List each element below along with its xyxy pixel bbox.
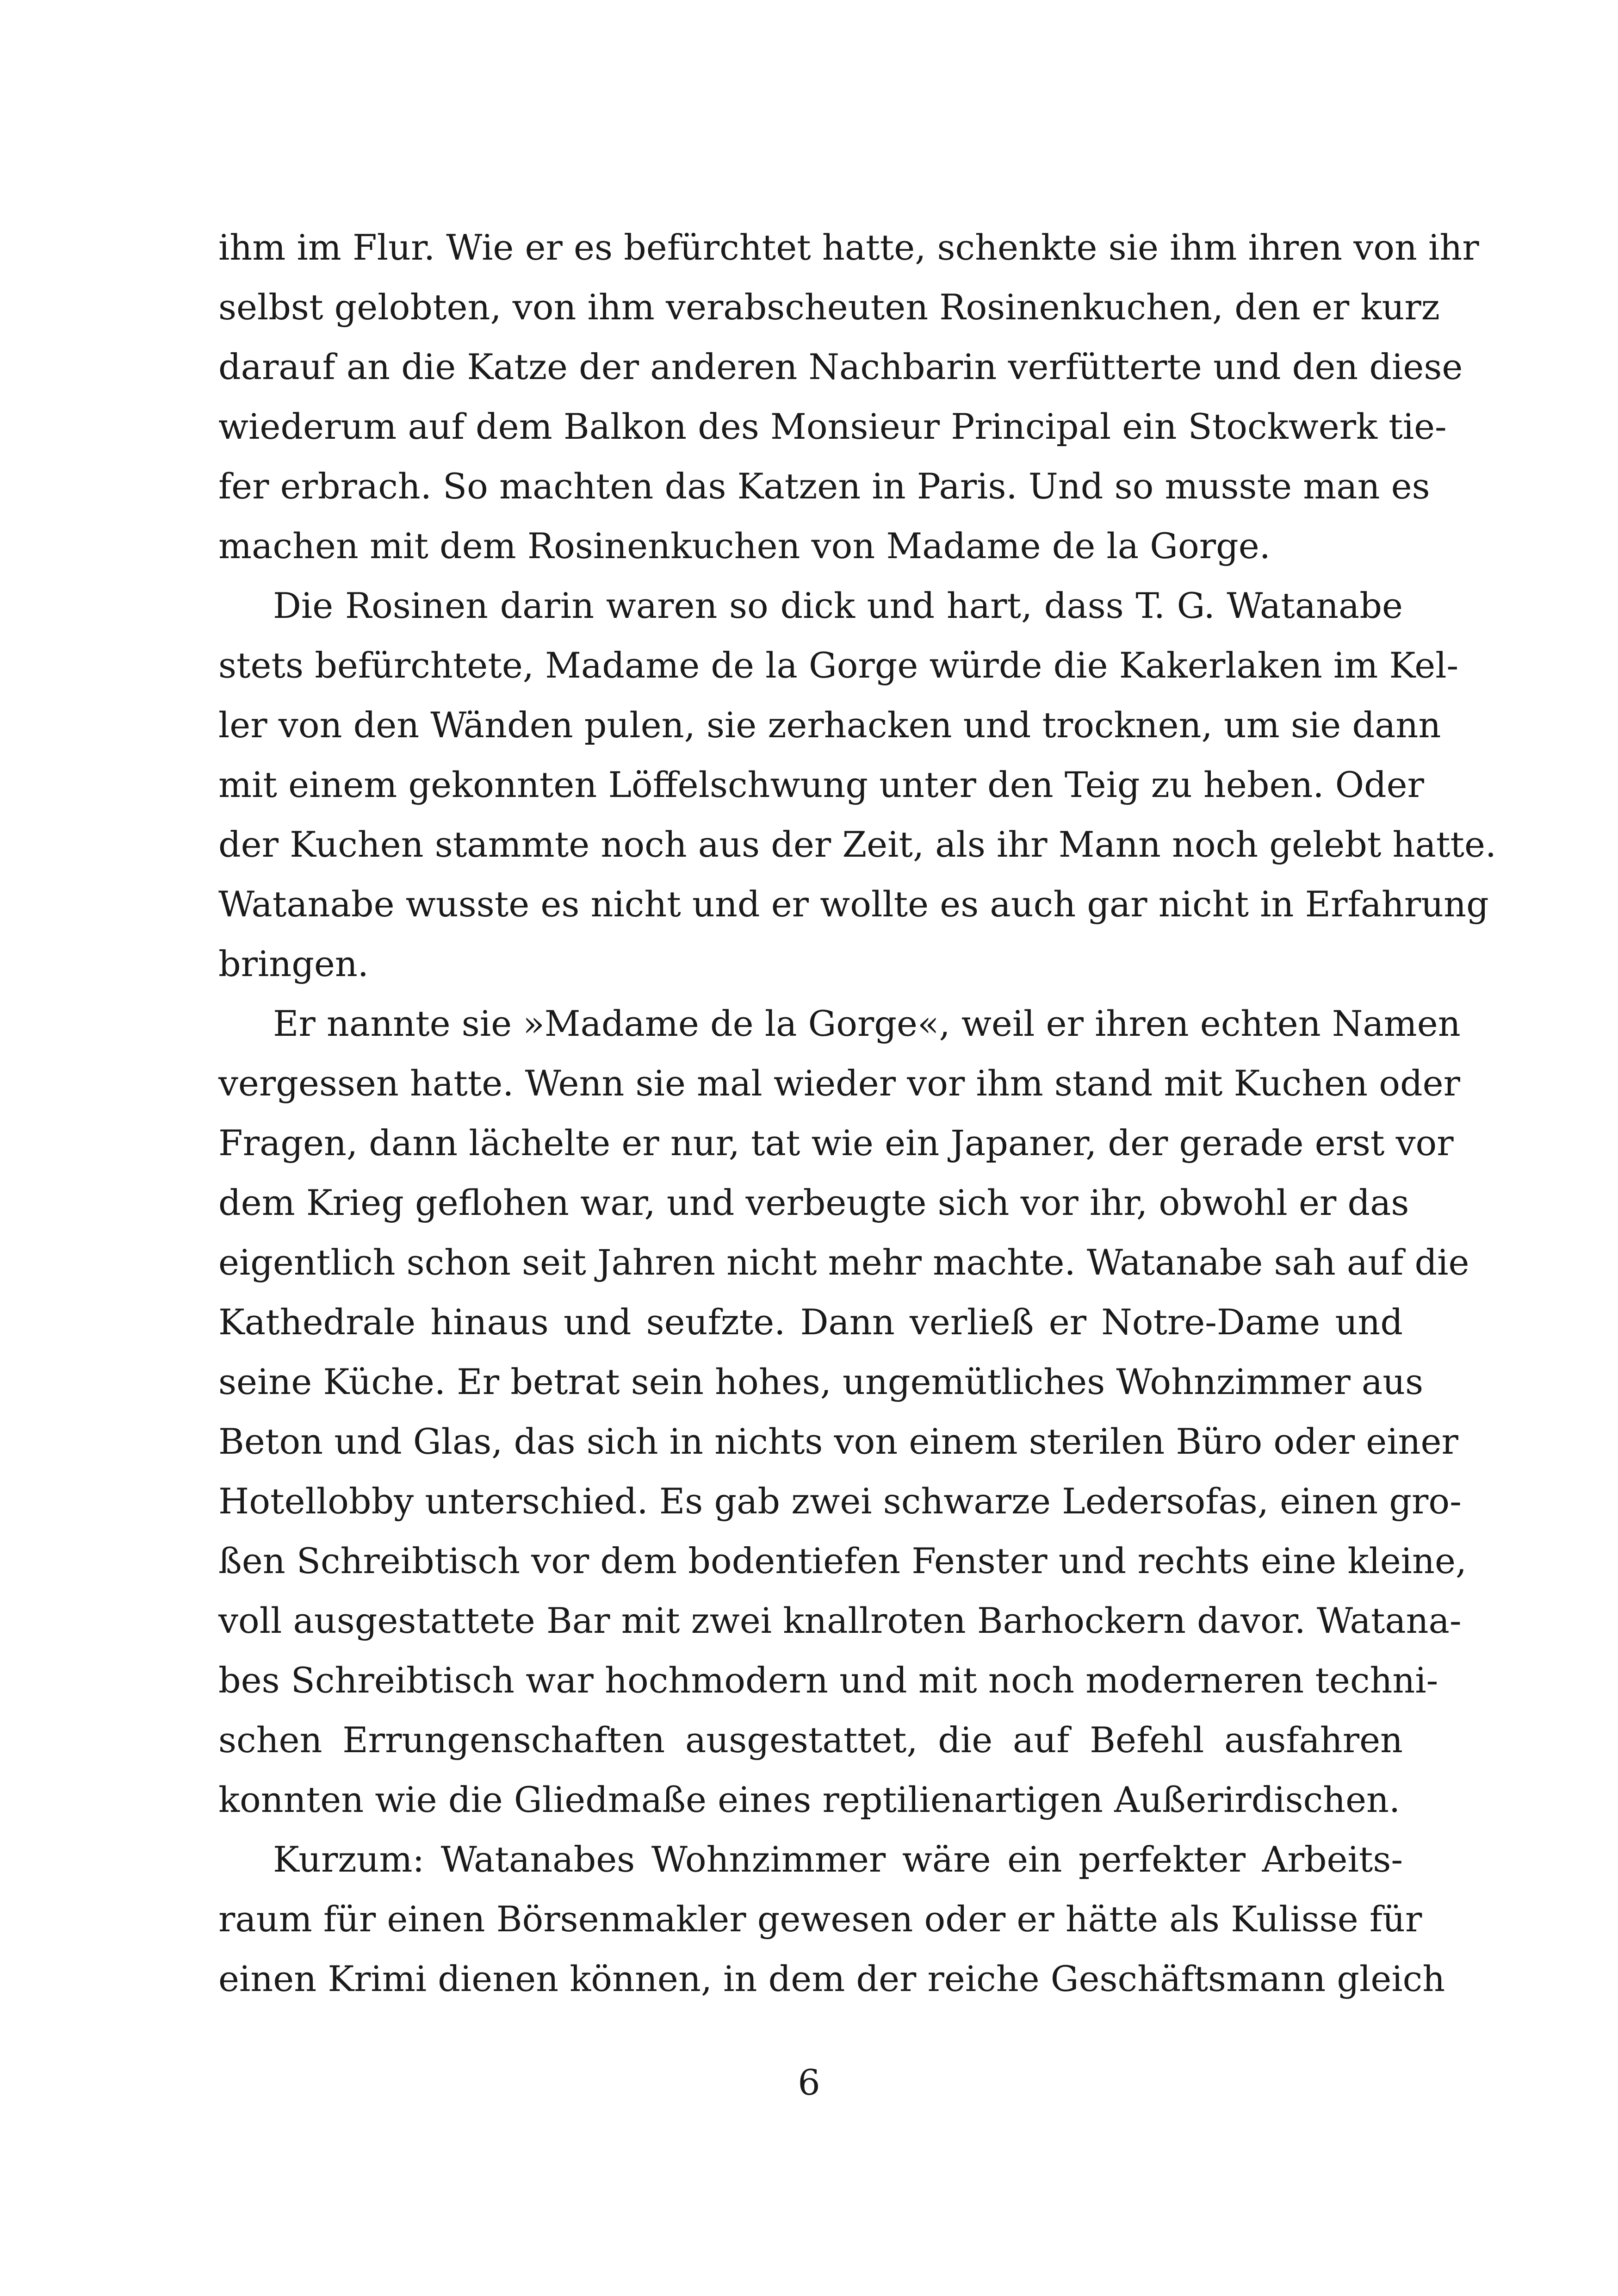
text-line: eigentlich schon seit Jahren nicht mehr machte. Watanabe sah auf die <box>218 1242 1469 1283</box>
text-line: fer erbrach. So machten das Katzen in Paris. Und so musste man es <box>218 466 1430 507</box>
text-line: voll ausgestattete Bar mit zwei knallroten Barhockern davor. Watana- <box>218 1600 1462 1641</box>
text-line: schen Errungenschaften ausgestattet, die auf Befehl ausfahren <box>218 1719 1403 1761</box>
text-line: bes Schreibtisch war hochmodern und mit noch moderneren techni- <box>218 1660 1438 1701</box>
text-line: stets befürchtete, Madame de la Gorge würde die Kakerlaken im Kel- <box>218 645 1459 686</box>
text-line: seine Küche. Er betrat sein hohes, ungemütliches Wohnzimmer aus <box>218 1361 1424 1402</box>
text-line: Kurzum: Watanabes Wohnzimmer wäre ein perfekter Arbeits- <box>273 1839 1403 1880</box>
text-line: Beton und Glas, das sich in nichts von einem sterilen Büro oder einer <box>218 1421 1458 1462</box>
text-line: ßen Schreibtisch vor dem bodentiefen Fenster und rechts eine kleine, <box>218 1540 1467 1581</box>
text-line: Er nannte sie »Madame de la Gorge«, weil er ihren echten Namen <box>273 1003 1461 1044</box>
text-line: Watanabe wusste es nicht und er wollte es auch gar nicht in Erfahrung <box>218 884 1489 925</box>
paragraph <box>218 1829 1445 2009</box>
paragraph <box>218 218 1479 576</box>
text-line: darauf an die Katze der anderen Nachbarin verfütterte und den diese <box>218 346 1463 387</box>
text-line: raum für einen Börsenmakler gewesen oder er hätte als Kulisse für <box>218 1898 1422 1940</box>
text-line: Hotellobby unterschied. Es gab zwei schwarze Ledersofas, einen gro- <box>218 1481 1462 1522</box>
text-line: bringen. <box>218 943 369 984</box>
text-line: dem Krieg geflohen war, und verbeugte sich vor ihr, obwohl er das <box>218 1182 1409 1223</box>
text-line: der Kuchen stammte noch aus der Zeit, als ihr Mann noch gelebt hatte. <box>218 824 1497 865</box>
text-line: einen Krimi dienen können, in dem der reiche Geschäftsmann gleich <box>218 1958 1445 1999</box>
text-line: mit einem gekonnten Löffelschwung unter den Teig zu heben. Oder <box>218 764 1424 805</box>
text-line: wiederum auf dem Balkon des Monsieur Principal ein Stockwerk tie- <box>218 406 1447 447</box>
text-line: konnten wie die Gliedmaße eines reptilienartigen Außerirdischen. <box>218 1779 1401 1820</box>
text-line: vergessen hatte. Wenn sie mal wieder vor ihm stand mit Kuchen oder <box>218 1063 1460 1104</box>
page-number: 6 <box>798 2062 820 2103</box>
paragraph <box>218 576 1497 994</box>
text-line: selbst gelobten, von ihm verabscheuten Rosinenkuchen, den er kurz <box>218 286 1440 328</box>
body-text <box>218 218 1497 2009</box>
paragraph <box>218 994 1469 1829</box>
text-line: ler von den Wänden pulen, sie zerhacken und trocknen, um sie dann <box>218 704 1441 746</box>
text-line: ihm im Flur. Wie er es befürchtet hatte, schenkte sie ihm ihren von ihr <box>218 227 1479 268</box>
text-line: machen mit dem Rosinenkuchen von Madame de la Gorge. <box>218 525 1271 566</box>
text-line: Kathedrale hinaus und seufzte. Dann verließ er Notre-Dame und <box>218 1301 1403 1343</box>
text-line: Fragen, dann lächelte er nur, tat wie ein Japaner, der gerade erst vor <box>218 1122 1454 1164</box>
text-line: Die Rosinen darin waren so dick und hart, dass T. G. Watanabe <box>273 585 1403 626</box>
